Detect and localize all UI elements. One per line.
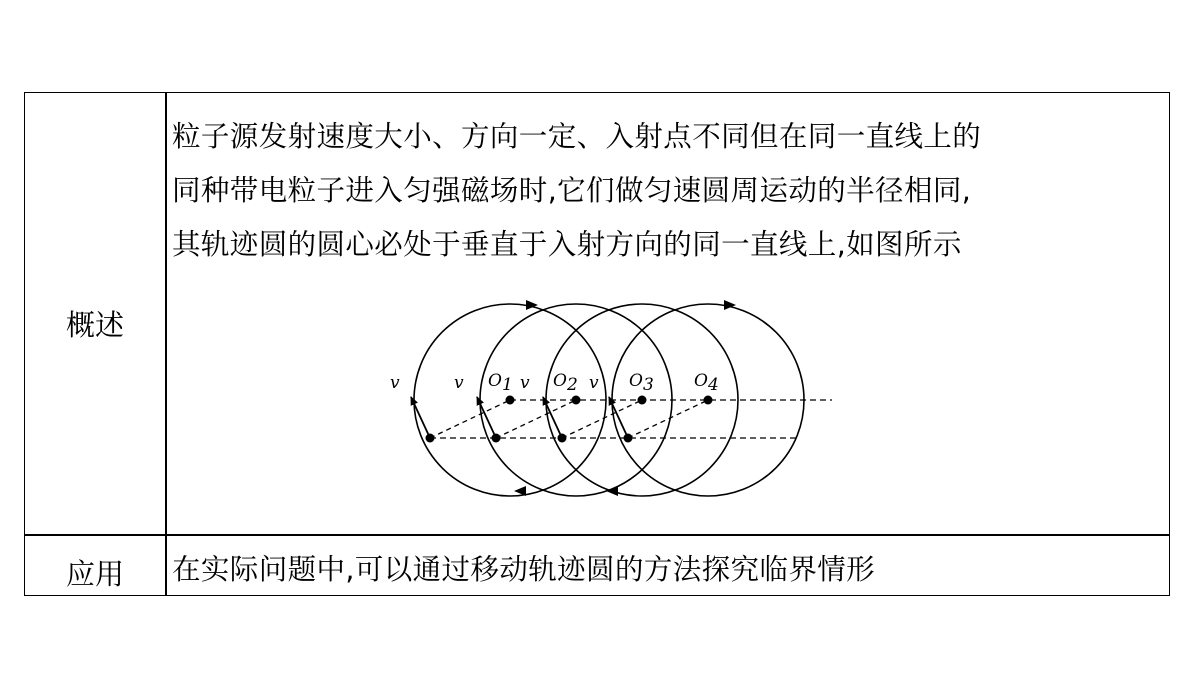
circle-arrow-top-1 bbox=[526, 300, 538, 310]
trajectory-circles-diagram bbox=[360, 290, 840, 500]
entry-point-3 bbox=[558, 434, 567, 443]
row-label-overview: 概述 bbox=[65, 308, 124, 342]
row-divider bbox=[25, 534, 1169, 536]
velocity-arrow-2 bbox=[477, 397, 496, 438]
overview-line-2: 同种带电粒子进入匀强磁场时,它们做匀速圆周运动的半径相同, bbox=[172, 174, 972, 207]
radius-line-2 bbox=[496, 400, 576, 438]
velocity-label-1: v bbox=[390, 373, 400, 393]
overview-line-1: 粒子源发射速度大小、方向一定、入射点不同但在同一直线上的 bbox=[172, 120, 982, 153]
circle-arrow-bottom-3 bbox=[606, 486, 618, 496]
application-line-1: 在实际问题中,可以通过移动轨迹圆的方法探究临界情形 bbox=[172, 553, 876, 586]
velocity-label-3: v bbox=[520, 373, 530, 393]
circle-arrow-bottom-1 bbox=[514, 486, 526, 496]
center-label-4: O4 bbox=[694, 371, 719, 395]
row-label-application: 应用 bbox=[65, 557, 124, 591]
velocity-label-2: v bbox=[454, 373, 464, 393]
radius-line-1 bbox=[430, 400, 510, 438]
center-point-1 bbox=[506, 396, 515, 405]
center-point-4 bbox=[704, 396, 713, 405]
column-divider bbox=[165, 93, 167, 595]
center-label-2: O2 bbox=[553, 371, 578, 395]
entry-point-4 bbox=[624, 434, 633, 443]
entry-point-2 bbox=[492, 434, 501, 443]
entry-point-1 bbox=[426, 434, 435, 443]
velocity-label-4: v bbox=[589, 373, 599, 393]
velocity-arrow-3 bbox=[543, 397, 562, 438]
overview-text bbox=[172, 110, 1167, 272]
circle-arrow-top-4 bbox=[724, 300, 736, 310]
radius-line-4 bbox=[628, 400, 708, 438]
center-label-3: O3 bbox=[629, 371, 654, 395]
radius-line-3 bbox=[562, 400, 642, 438]
overview-line-3: 其轨迹圆的圆心必处于垂直于入射方向的同一直线上,如图所示 bbox=[172, 228, 962, 261]
center-label-1: O1 bbox=[488, 371, 513, 395]
center-point-2 bbox=[572, 396, 581, 405]
center-point-3 bbox=[638, 396, 647, 405]
application-text bbox=[172, 548, 1167, 592]
velocity-arrow-1 bbox=[411, 397, 430, 438]
velocity-arrow-4 bbox=[609, 397, 628, 438]
